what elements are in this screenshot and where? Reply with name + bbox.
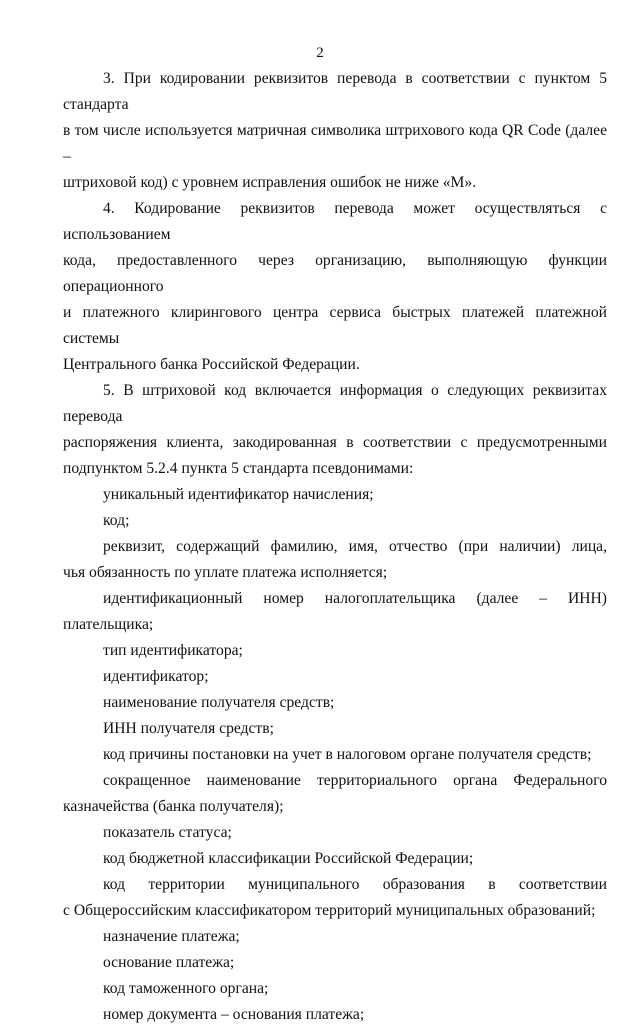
list-item <box>63 482 607 508</box>
text-line: идентификационный номер налогоплательщика (далее – ИНН) плательщика; <box>63 590 607 633</box>
text-line: в том числе используется матричная символика штрихового кода QR Code (далее – <box>63 122 607 165</box>
text-line: 5. В штриховой код включается информация о следующих реквизитах перевода <box>63 382 607 425</box>
list-item <box>63 508 607 534</box>
list-item <box>63 872 607 924</box>
text-line: основание платежа; <box>103 954 235 971</box>
text-line: показатель статуса; <box>103 824 232 841</box>
text-line: ИНН получателя средств; <box>103 720 274 737</box>
text-line: и платежного клирингового центра сервиса быстрых платежей платежной системы <box>63 304 607 347</box>
paragraph-5 <box>63 378 607 482</box>
list-item <box>63 1002 607 1028</box>
text-line: идентификатор; <box>103 668 209 685</box>
text-line: распоряжения клиента, закодированная в соответствии с предусмотренными <box>63 434 607 451</box>
page-number: 2 <box>316 45 324 61</box>
text-line: уникальный идентификатор начисления; <box>103 486 374 503</box>
text-line: наименование получателя средств; <box>103 694 335 711</box>
list-item <box>63 534 607 586</box>
text-line: кода, предоставленного через организацию, выполняющую функции операционного <box>63 252 607 295</box>
list-item <box>63 638 607 664</box>
text-line: назначение платежа; <box>103 928 240 945</box>
text-line: сокращенное наименование территориального органа Федерального <box>103 772 607 789</box>
list-item <box>63 820 607 846</box>
list-item <box>63 924 607 950</box>
text-line: чья обязанность по уплате платежа исполняется; <box>63 564 388 581</box>
text-line: 4. Кодирование реквизитов перевода может осуществляться с использованием <box>63 200 607 243</box>
list-item <box>63 846 607 872</box>
list-item <box>63 664 607 690</box>
text-line: с Общероссийским классификатором территорий муниципальных образований; <box>63 902 596 919</box>
text-line: код причины постановки на учет в налоговом органе получателя средств; <box>103 746 592 763</box>
text-line: код таможенного органа; <box>103 980 269 997</box>
text-line: казначейства (банка получателя); <box>63 798 284 815</box>
text-line: реквизит, содержащий фамилию, имя, отчество (при наличии) лица, <box>103 538 607 555</box>
text-line: код бюджетной классификации Российской Федерации; <box>103 850 474 867</box>
text-line: код территории муниципального образования в соответствии <box>103 876 607 893</box>
paragraph-3 <box>63 66 607 196</box>
list-item <box>63 716 607 742</box>
text-line: номер документа – основания платежа; <box>103 1006 365 1023</box>
list-item <box>63 976 607 1002</box>
list-item <box>63 742 607 768</box>
list-item <box>63 690 607 716</box>
list-item <box>63 586 607 638</box>
text-line: код; <box>103 512 130 529</box>
text-line: штриховой код) с уровнем исправления ошибок не ниже «М». <box>63 174 477 191</box>
text-line: Центрального банка Российской Федерации. <box>63 356 360 373</box>
paragraph-4 <box>63 196 607 378</box>
text-line: тип идентификатора; <box>103 642 243 659</box>
text-line: 3. При кодировании реквизитов перевода в соответствии с пунктом 5 стандарта <box>63 70 607 113</box>
document-body <box>63 66 607 1028</box>
list-item <box>63 950 607 976</box>
list-item <box>63 768 607 820</box>
text-line: подпунктом 5.2.4 пункта 5 стандарта псевдонимами: <box>63 460 414 477</box>
